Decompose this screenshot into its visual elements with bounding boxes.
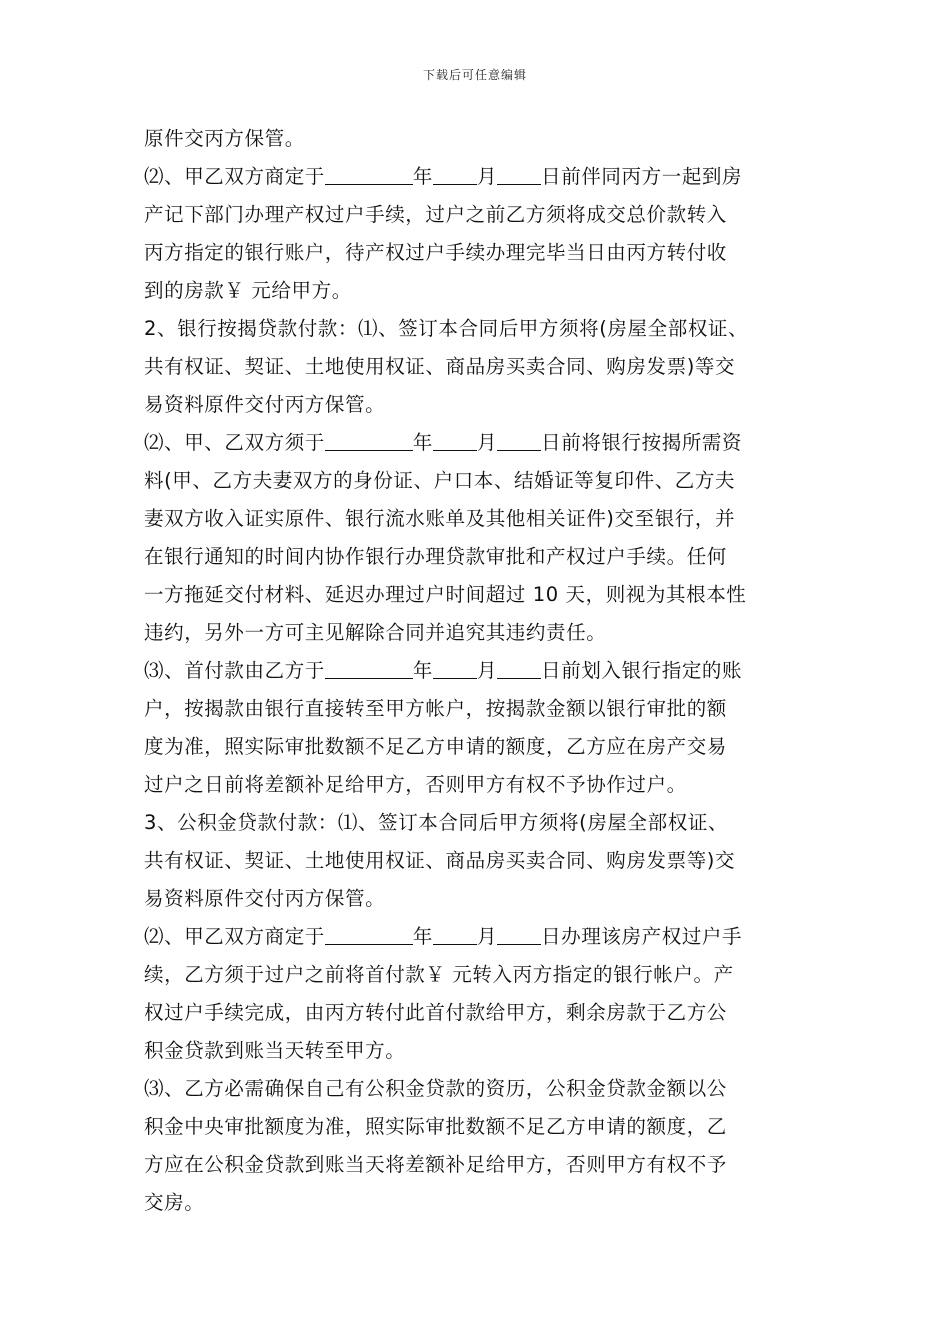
text-line: 户，按揭款由银行直接转至甲方帐户，按揭款金额以银行审批的额 (144, 697, 727, 720)
blank-day (497, 656, 541, 679)
blank-day (497, 922, 541, 945)
text-span: ⑶、首付款由乙方于 (144, 659, 325, 682)
text-line: 在银行通知的时间内协作银行办理贷款审批和产权过户手续。任何 (144, 545, 727, 568)
text-span: 年 (412, 659, 434, 682)
text-line: 过户之日前将差额补足给甲方，否则甲方有权不予协作过户。 (144, 773, 687, 796)
text-line-with-blanks (144, 424, 824, 462)
text-span: 日前划入银行指定的账 (541, 659, 743, 682)
blank-year (325, 922, 413, 945)
text-line: ⑶、乙方必需确保自己有公积金贷款的资历，公积金贷款金额以公 (144, 1077, 727, 1100)
text-line: 积金中央审批额度为准，照实际审批数额不足乙方申请的额度，乙 (144, 1115, 727, 1138)
text-line-with-blanks (144, 158, 824, 196)
blank-year (325, 162, 413, 185)
text-line: 产记下部门办理产权过户手续，过户之前乙方须将成交总价款转入 (144, 203, 727, 226)
text-line: 交房。 (144, 1191, 205, 1214)
text-line: 妻双方收入证实原件、银行流水账单及其他相关证件)交至银行，并 (144, 507, 736, 530)
text-span: 日前将银行按揭所需资 (541, 431, 743, 454)
text-line: 一方拖延交付材料、延迟办理过户时间超过 10 天，则视为其根本性 (144, 583, 747, 606)
blank-day (497, 428, 541, 451)
text-line: 2、银行按揭贷款付款：⑴、签订本合同后甲方须将(房屋全部权证、 (144, 317, 749, 340)
text-line: 权过户手续完成，由丙方转付此首付款给甲方，剩余房款于乙方公 (144, 1001, 727, 1024)
contract-body (144, 120, 824, 1222)
text-line: 共有权证、契证、土地使用权证、商品房买卖合同、购房发票)等交 (144, 355, 736, 378)
text-span: 日前伴同丙方一起到房 (541, 165, 743, 188)
text-span: 年 (412, 165, 434, 188)
blank-month (433, 922, 477, 945)
text-span: ⑵、甲乙双方商定于 (144, 165, 325, 188)
text-line: 丙方指定的银行账户，待产权过户手续办理完毕当日由丙方转付收 (144, 241, 727, 264)
text-line: 易资料原件交付丙方保管。 (144, 887, 386, 910)
page-header: 下载后可任意编辑 (422, 68, 527, 82)
blank-year (325, 428, 413, 451)
text-line: 易资料原件交付丙方保管。 (144, 393, 386, 416)
text-span: 年 (412, 925, 434, 948)
text-line-with-blanks (144, 918, 824, 956)
text-span: ⑵、甲、乙双方须于 (144, 431, 325, 454)
text-line: 方应在公积金贷款到账当天将差额补足给甲方，否则甲方有权不予 (144, 1153, 727, 1176)
text-line-with-blanks (144, 652, 824, 690)
text-line: 续，乙方须于过户之前将首付款￥ 元转入丙方指定的银行帐户。产 (144, 963, 734, 986)
text-line: 度为准，照实际审批数额不足乙方申请的额度，乙方应在房产交易 (144, 735, 727, 758)
text-line: 3、公积金贷款付款：⑴、签订本合同后甲方须将(房屋全部权证、 (144, 811, 729, 834)
text-line: 共有权证、契证、土地使用权证、商品房买卖合同、购房发票等)交 (144, 849, 736, 872)
blank-month (433, 162, 477, 185)
text-line: 料(甲、乙方夫妻双方的身份证、户口本、结婚证等复印件、乙方夫 (144, 469, 736, 492)
text-line: 积金贷款到账当天转至甲方。 (144, 1039, 406, 1062)
text-span: 月 (477, 659, 498, 682)
text-line: 原件交丙方保管。 (144, 127, 305, 150)
text-span: 月 (477, 165, 498, 188)
text-span: 日办理该房产权过户手 (541, 925, 743, 948)
blank-month (433, 656, 477, 679)
text-span: ⑵、甲乙双方商定于 (144, 925, 325, 948)
text-span: 年 (412, 431, 434, 454)
text-span: 月 (477, 925, 498, 948)
blank-month (433, 428, 477, 451)
blank-year (325, 656, 413, 679)
text-span: 月 (477, 431, 498, 454)
text-line: 违约，另外一方可主见解除合同并追究其违约责任。 (144, 621, 607, 644)
blank-day (497, 162, 541, 185)
text-line: 到的房款￥ 元给甲方。 (144, 279, 352, 302)
